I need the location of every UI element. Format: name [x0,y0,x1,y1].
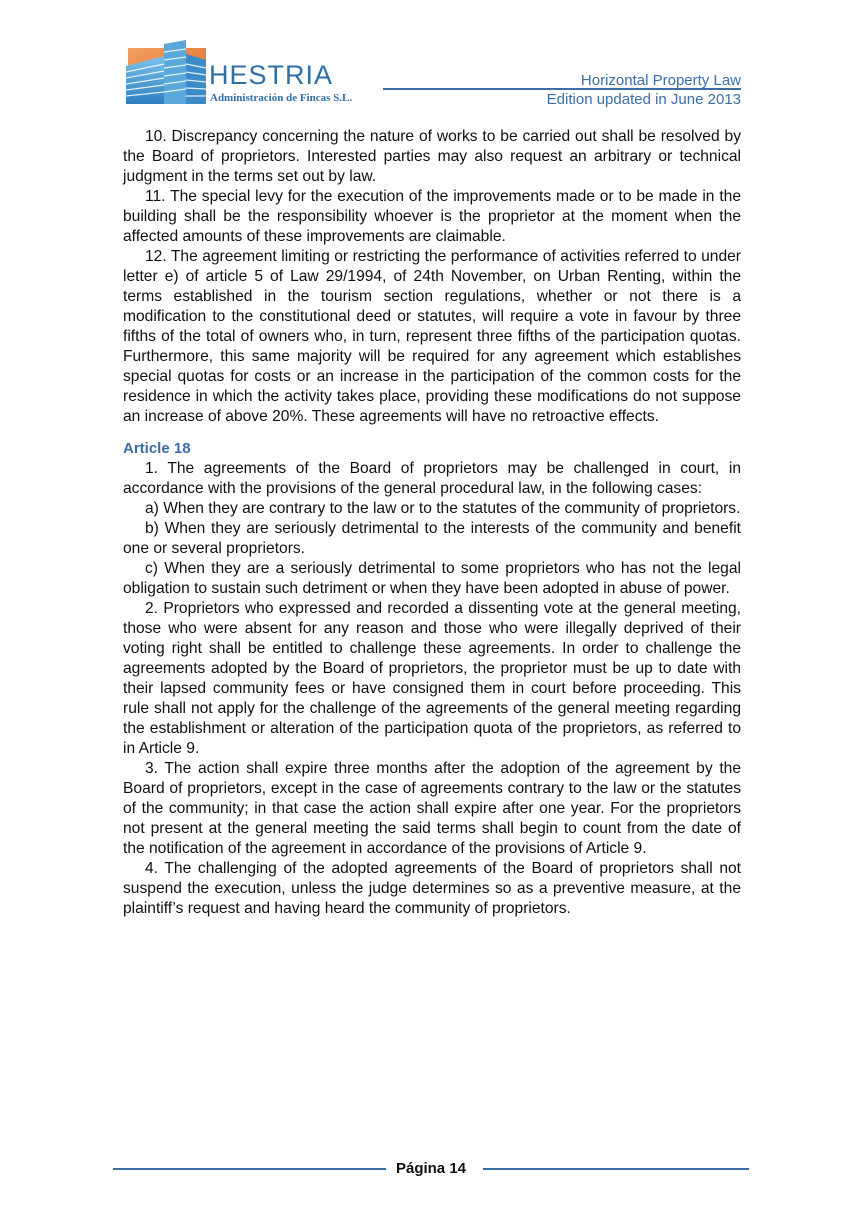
article-item-a: a) When they are contrary to the law or to the statutes of the community of proprietors. [145,500,741,517]
document-edition: Edition updated in June 2013 [546,91,741,108]
paragraph-10: 10. Discrepancy concerning the nature of works to be carried out shall be resolved by the Board of proprietors. Interested parties may also request an arbitrary or technical judgment in the terms set out by law. [123,128,741,185]
document-title: Horizontal Property Law [580,72,741,89]
article-paragraph-4: 4. The challenging of the adopted agreements of the Board of proprietors shall not suspend the execution, unless the judge determines so as a preventive measure, at the plaintiff’s request and having heard the community of proprietors. [123,860,741,917]
article-item-c: c) When they are a seriously detrimental to some proprietors who has not the legal obligation to sustain such detriment or when they have been adopted in abuse of power. [123,560,741,597]
paragraph-11: 11. The special levy for the execution of the improvements made or to be made in the building shall be the responsibility whoever is the proprietor at the moment when the affected amounts of these improvements are claimable. [123,188,741,245]
page-number: Página 14 [386,1160,476,1177]
brand-subtitle: Administración de Fincas S.L. [210,92,353,104]
article-paragraph-1: 1. The agreements of the Board of proprietors may be challenged in court, in accordance with the provisions of the general procedural law, in the following cases: [123,460,741,497]
brand-name: HESTRIA [209,60,334,90]
paragraph-12: 12. The agreement limiting or restricting the performance of activities referred to under letter e) of article 5 of Law 29/1994, of 24th November, on Urban Renting, within the terms established in the tourism section regulations, whether or not there is a modification to the constitutional deed or statutes, will require a vote in favour by three fifths of the total of owners who, in turn, represent three fifths of the participation quotas. Furthermore, this same majority will be required for any agreement which establishes special quotas for costs or an increase in the participation of the common costs for the residence in which the activity takes place, providing these modifications do not suppose an increase of above 20%. These agreements will have no retroactive effects. [123,248,741,425]
article-paragraph-3: 3. The action shall expire three months after the adoption of the agreement by the Board of proprietors, except in the case of agreements contrary to the law or the statutes of the community; in that case the action shall expire after one year. For the proprietors not present at the general meeting the said terms shall begin to count from the date of the notification of the agreement in accordance of the provisions of Article 9. [123,760,741,857]
page-number-container [0,1160,862,1178]
article-paragraph-2: 2. Proprietors who expressed and recorded a dissenting vote at the general meeting, those who were absent for any reason and those who were illegally deprived of their voting right shall be entitled to challenge these agreements. In order to challenge the agreements adopted by the Board of proprietors, the proprietor must be up to date with their lapsed community fees or have consigned them in court before proceeding. This rule shall not apply for the challenge of the agreements of the general meeting regarding the establishment or alteration of the participation quota of the proprietors, as referred to in Article 9. [123,600,741,757]
article-heading: Article 18 [123,440,191,457]
article-item-b: b) When they are seriously detrimental to the interests of the community and benefit one or several proprietors. [123,520,741,557]
page-content [123,127,741,919]
header-divider [383,88,741,90]
